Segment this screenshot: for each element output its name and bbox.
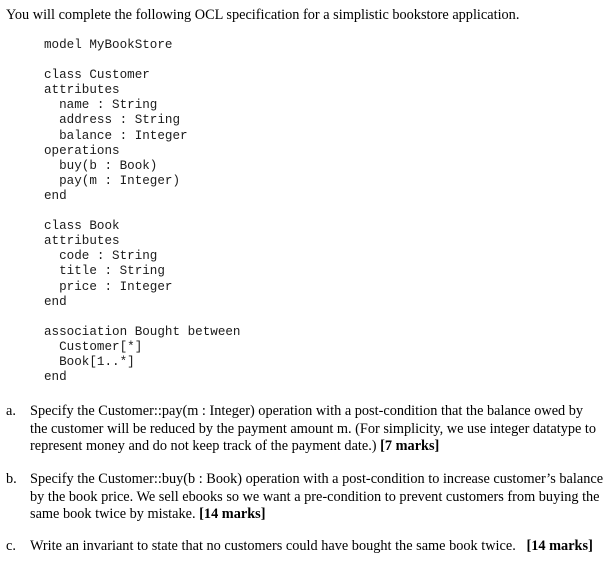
code-line: name : String — [44, 98, 158, 113]
question-marks: [7 marks] — [380, 438, 440, 454]
question-text: Specify the Customer::pay(m : Integer) operation with a post-condition that the balance owed by the customer will be reduced by the payment amount m. (For simplicity, we use integer datatype to represent money and do not keep track of the payment date.) — [30, 403, 597, 454]
question-letter: a. — [6, 403, 16, 419]
code-line: attributes — [44, 234, 120, 249]
code-line: model MyBookStore — [44, 38, 173, 52]
question-body — [30, 471, 604, 524]
question-letter: b. — [6, 471, 17, 487]
code-line: end — [44, 188, 67, 203]
code-line: pay(m : Integer) — [44, 173, 181, 188]
question-a — [6, 403, 604, 456]
code-line: end — [44, 370, 67, 385]
question-b — [6, 471, 604, 524]
question-text: Specify the Customer::buy(b : Book) operation with a post-condition to increase customer’s balance by the book price. We sell ebooks so we want a pre-condition to prevent customers from buying the same book twice by mistake. — [30, 471, 604, 522]
question-body — [30, 538, 604, 556]
code-line: class Book — [44, 219, 120, 234]
code-line: address : String — [44, 113, 181, 128]
code-line: price : Integer — [44, 279, 173, 294]
code-line — [44, 53, 241, 68]
code-line — [44, 310, 241, 325]
code-line: end — [44, 294, 67, 309]
intro-text: You will complete the following OCL specification for a simplistic bookstore application. — [6, 7, 520, 23]
code-line: class Customer — [44, 68, 150, 83]
question-marks: [14 marks] — [199, 506, 266, 522]
code-line: attributes — [44, 83, 120, 98]
code-line: Book[1..*] — [44, 354, 135, 369]
code-line: operations — [44, 143, 120, 158]
code-line: buy(b : Book) — [44, 158, 158, 173]
code-line: balance : Integer — [44, 128, 188, 143]
ocl-code-block — [44, 38, 241, 385]
code-line: code : String — [44, 249, 158, 264]
code-line — [44, 204, 241, 219]
code-line: Customer[*] — [44, 339, 143, 354]
question-body — [30, 403, 604, 456]
question-letter: c. — [6, 538, 16, 554]
question-text: Write an invariant to state that no customers could have bought the same book twice. — [30, 538, 516, 554]
code-line: title : String — [44, 264, 165, 279]
code-line: association Bought between — [44, 324, 241, 339]
question-c — [6, 538, 604, 556]
question-marks: [14 marks] — [526, 538, 593, 554]
